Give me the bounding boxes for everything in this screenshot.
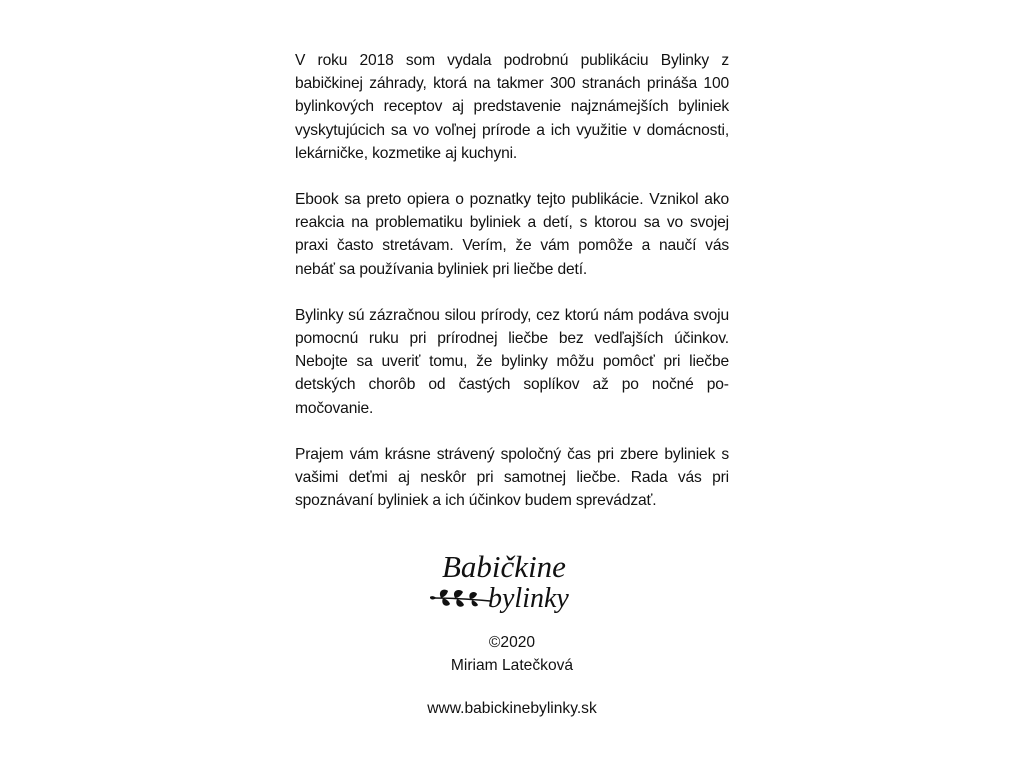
brand-logo xyxy=(430,535,600,621)
logo-title-line2: bylinky xyxy=(488,583,569,614)
brand-logo-graphic xyxy=(430,535,600,621)
website-link[interactable]: www.babickinebylinky.sk xyxy=(427,700,597,717)
leaf-branch-icon xyxy=(430,590,490,607)
paragraph-ebook: Ebook sa preto opiera o poznatky tejto publikácie. Vznikol ako reakcia na problematiku byliniek a detí, s ktorou sa vo svojej praxi často stretávam. Verím, že vám pomôže a naučí vás nebáť sa používania byliniek pri liečbe detí. xyxy=(295,191,729,278)
paragraph-herbs-power: Bylinky sú zázračnou silou prírody, cez ktorú nám podáva svoju pomocnú ruku pri prírodnej liečbe bez vedľajších účinkov. Nebojte sa uveriť tomu, že bylinky môžu pomôcť pri liečbe detských chorôb od častých soplíkov až po nočné pomočovanie. xyxy=(295,306,729,417)
copyright-year: ©2020 xyxy=(488,634,536,651)
intro-text xyxy=(295,49,729,535)
paragraph-wishes: Prajem vám krásne strávený spoločný čas pri zbere byliniek s vašimi deťmi aj neskôr pri samotnej liečbe. Rada vás pri spoznávaní byliniek a ich účinkov budem sprevádzať. xyxy=(295,445,729,510)
logo-title-line1: Babičkine xyxy=(442,549,566,584)
paragraph-publication: V roku 2018 som vydala podrobnú publikáciu Bylinky z babičkinej záhrady, ktorá na takmer 300 stranách prináša 100 bylinkových receptov aj predstavenie najznámejších byliniek vyskytujúcich sa vo voľnej prírode a ich využitie v domácnosti, lekárničke, kozmetike aj kuchyni. xyxy=(295,52,729,162)
author-name: Miriam Latečková xyxy=(450,657,574,674)
